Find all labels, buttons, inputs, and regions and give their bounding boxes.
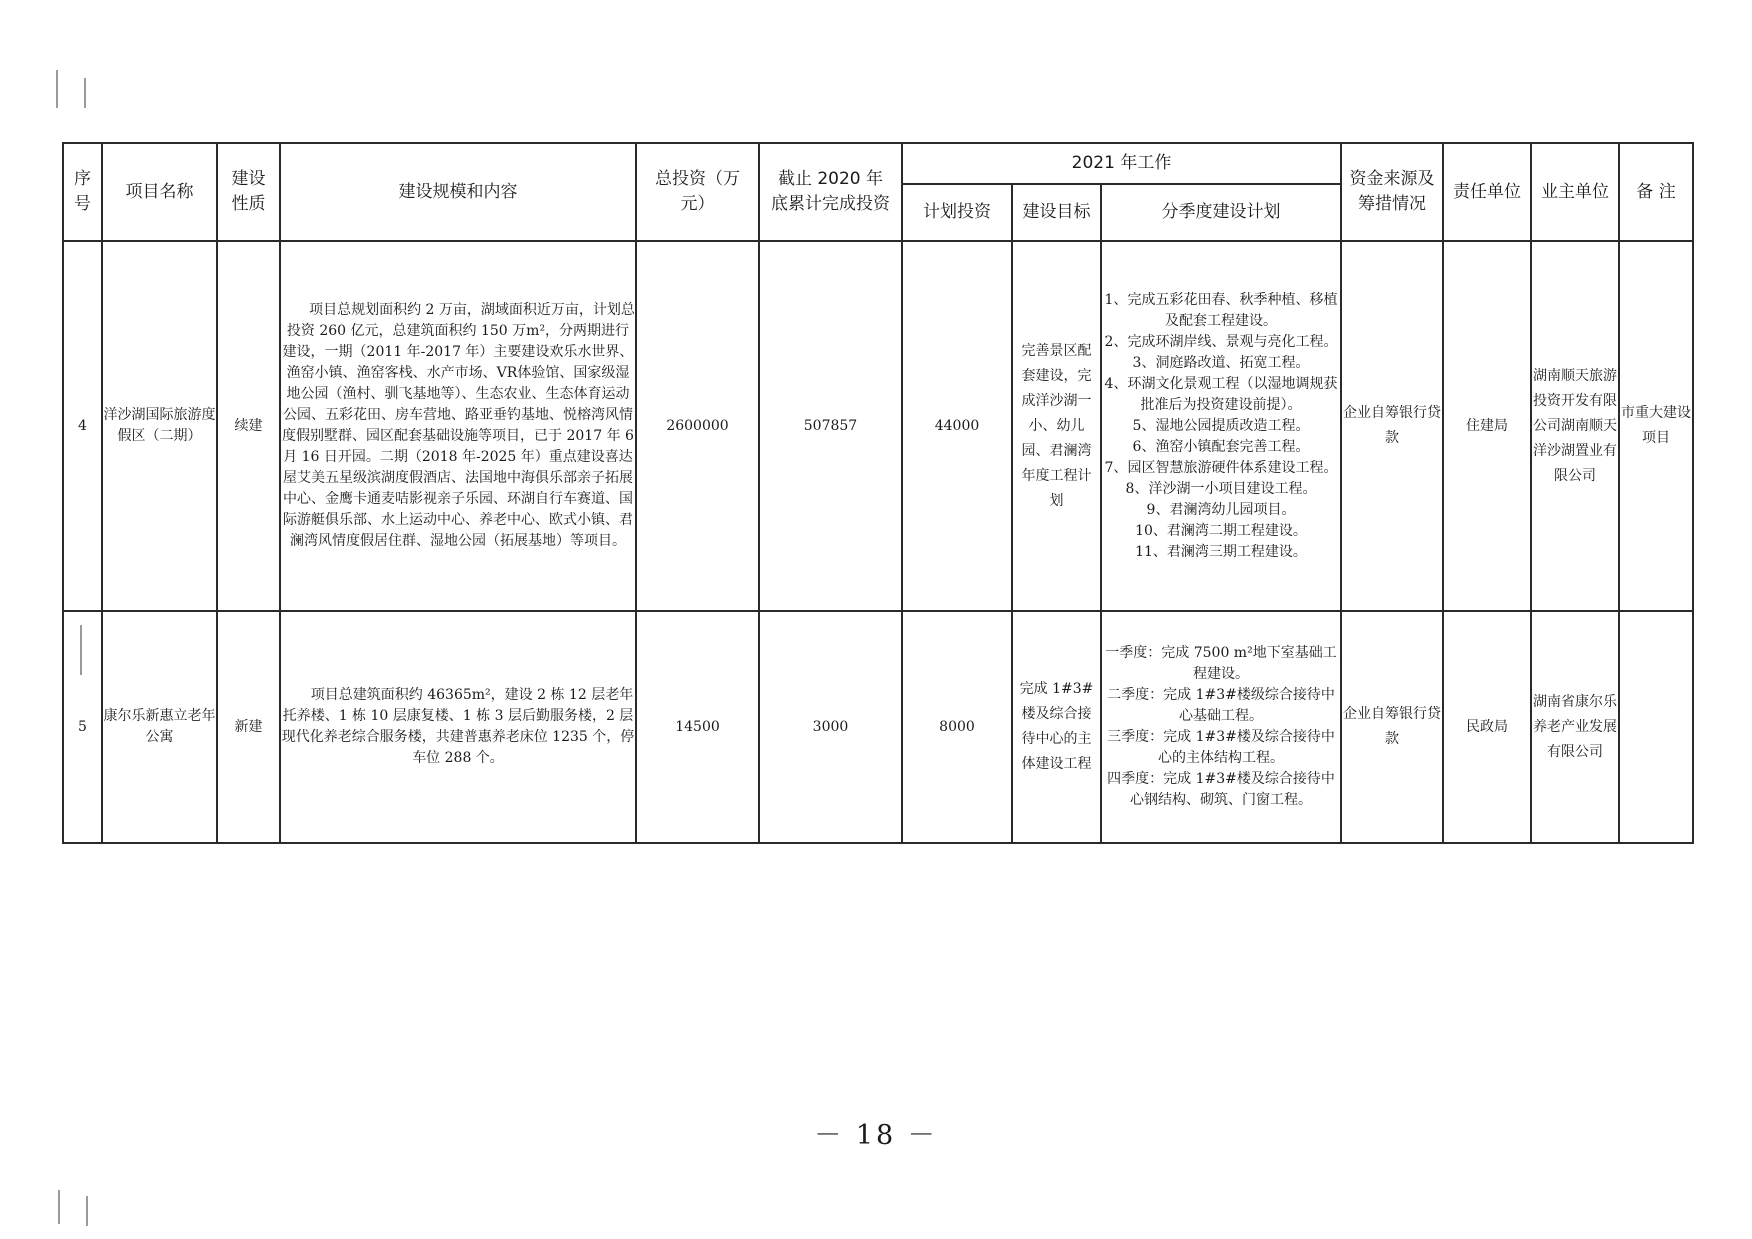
header-nature: 建设性质 xyxy=(217,143,280,241)
header-cum-invest: 截止 2020 年底累计完成投资 xyxy=(759,143,902,241)
row4-seq: 4 xyxy=(63,241,102,611)
row4-remarks: 市重大建设项目 xyxy=(1619,241,1693,611)
header-total-invest: 总投资（万元） xyxy=(636,143,759,241)
header-quarter-plan: 分季度建设计划 xyxy=(1101,184,1341,241)
row5-planned-invest: 8000 xyxy=(902,611,1012,843)
row4-goal: 完善景区配套建设，完成洋沙湖一小、幼儿园、君澜湾年度工程计划 xyxy=(1012,241,1101,611)
plan-item: 二季度：完成 1#3#楼级综合接待中心基础工程。 xyxy=(1107,687,1335,724)
row5-cum-invest: 3000 xyxy=(759,611,902,843)
header-resp-unit: 责任单位 xyxy=(1443,143,1531,241)
row5-goal: 完成 1#3#楼及综合接待中心的主体建设工程 xyxy=(1012,611,1101,843)
page-number: － 18 － xyxy=(814,1120,938,1151)
header-seq: 序号 xyxy=(63,143,102,241)
plan-item: 7、园区智慧旅游硬件体系建设工程。 xyxy=(1104,459,1338,476)
plan-item: 2、完成环湖岸线、景观与亮化工程。 xyxy=(1104,333,1338,350)
row4-resp-unit: 住建局 xyxy=(1443,241,1531,611)
row5-remarks xyxy=(1619,611,1693,843)
row4-name: 洋沙湖国际旅游度假区（二期） xyxy=(102,241,217,611)
row4-planned-invest: 44000 xyxy=(902,241,1012,611)
header-owner-unit: 业主单位 xyxy=(1531,143,1619,241)
plan-item: 3、洞庭路改道、拓宽工程。 xyxy=(1132,354,1310,371)
header-funding: 资金来源及筹措情况 xyxy=(1341,143,1443,241)
plan-item: 11、君澜湾三期工程建设。 xyxy=(1135,543,1307,560)
row5-quarter-plan xyxy=(1101,611,1341,843)
plan-item: 5、湿地公园提质改造工程。 xyxy=(1132,417,1310,434)
table-row-5 xyxy=(63,611,1693,843)
row5-funding: 企业自筹银行贷款 xyxy=(1341,611,1443,843)
row5-scope: 项目总建筑面积约 46365m²，建设 2 栋 12 层老年托养楼、1 栋 10 层康复楼、1 栋 3 层后勤服务楼，2 层现代化养老综合服务楼，共建普惠养老床位 1235 个，停车位 288 个。 xyxy=(280,611,636,843)
row4-nature: 续建 xyxy=(217,241,280,611)
header-planned-invest: 计划投资 xyxy=(902,184,1012,241)
plan-item: 一季度：完成 7500 m²地下室基础工程建设。 xyxy=(1105,645,1337,682)
plan-item: 4、环湖文化景观工程（以湿地调规获批准后为投资建设前提）。 xyxy=(1104,375,1338,413)
row5-name: 康尔乐新惠立老年公寓 xyxy=(102,611,217,843)
scan-mark-bottom xyxy=(58,1190,60,1224)
row5-nature: 新建 xyxy=(217,611,280,843)
project-plan-table xyxy=(62,142,1694,844)
row5-resp-unit: 民政局 xyxy=(1443,611,1531,843)
scan-mark-top xyxy=(56,70,58,108)
header-work-2021: 2021 年工作 xyxy=(902,143,1341,184)
row4-scope: 项目总规划面积约 2 万亩，湖域面积近万亩，计划总投资 260 亿元，总建筑面积约 150 万m²，分两期进行建设，一期（2011 年-2017 年）主要建设欢乐水世界、渔窑小镇、渔窑客栈、水产市场、VR体验馆、国家级湿地公园（渔村、驯飞基地等）、生态农业、生态体育运动公园、五彩花田、房车营地、路亚垂钓基地、悦榕湾风情度假别墅群、园区配套基础设施等项目，已于 2017 年 6 月 16 日开园。二期（2018 年-2025 年）重点建设喜达屋艾美五星级滨湖度假酒店、法国地中海俱乐部亲子拓展中心、金鹰卡通麦咭影视亲子乐园、环湖自行车赛道、国际游艇俱乐部、水上运动中心、养老中心、欧式小镇、君澜湾风情度假居住群、湿地公园（拓展基地）等项目。 xyxy=(280,241,636,611)
header-scope: 建设规模和内容 xyxy=(280,143,636,241)
row5-owner-unit: 湖南省康尔乐养老产业发展有限公司 xyxy=(1531,611,1619,843)
plan-item: 10、君澜湾二期工程建设。 xyxy=(1135,522,1307,539)
scan-mark-top-2 xyxy=(84,78,86,108)
row5-seq: 5 xyxy=(63,611,102,843)
table-header xyxy=(63,143,1693,241)
plan-item: 1、完成五彩花田春、秋季种植、移植及配套工程建设。 xyxy=(1104,291,1338,329)
plan-item: 三季度：完成 1#3#楼及综合接待中心的主体结构工程。 xyxy=(1107,729,1335,766)
plan-item: 四季度：完成 1#3#楼及综合接待中心钢结构、砌筑、门窗工程。 xyxy=(1107,771,1335,808)
plan-item: 8、洋沙湖一小项目建设工程。 xyxy=(1125,480,1317,497)
row4-total-invest: 2600000 xyxy=(636,241,759,611)
table-row-4 xyxy=(63,241,1693,611)
scan-mark-bottom-2 xyxy=(86,1196,88,1226)
plan-item: 9、君澜湾幼儿园项目。 xyxy=(1146,501,1296,518)
row4-owner-unit: 湖南顺天旅游投资开发有限公司湖南顺天洋沙湖置业有限公司 xyxy=(1531,241,1619,611)
row4-funding: 企业自筹银行贷款 xyxy=(1341,241,1443,611)
header-remarks: 备 注 xyxy=(1619,143,1693,241)
row4-quarter-plan xyxy=(1101,241,1341,611)
plan-item: 6、渔窑小镇配套完善工程。 xyxy=(1132,438,1310,455)
header-goal: 建设目标 xyxy=(1012,184,1101,241)
row5-total-invest: 14500 xyxy=(636,611,759,843)
row4-cum-invest: 507857 xyxy=(759,241,902,611)
header-name: 项目名称 xyxy=(102,143,217,241)
